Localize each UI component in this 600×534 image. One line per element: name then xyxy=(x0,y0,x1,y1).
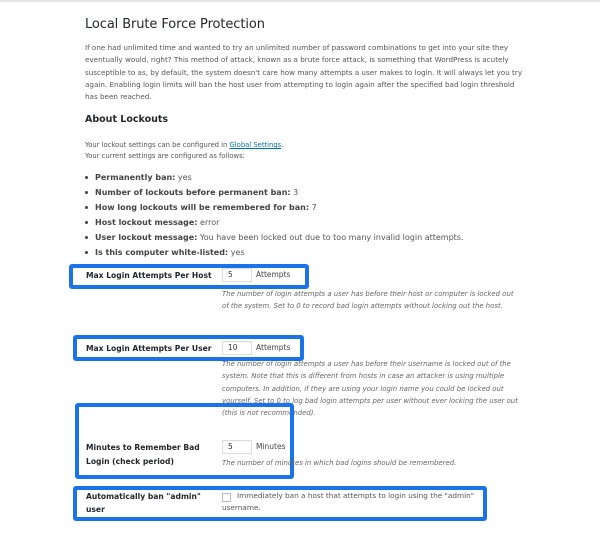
check-period-unit: Minutes xyxy=(256,442,286,451)
lockout-note-prefix: Your lockout settings can be configured in xyxy=(85,141,230,149)
check-period-description: The number of minutes in which bad logins should be remembered. xyxy=(222,459,457,467)
list-item xyxy=(85,230,464,245)
bullet-icon xyxy=(85,176,88,179)
max-host-label: Max Login Attempts Per Host xyxy=(86,271,212,280)
top-border xyxy=(0,0,600,2)
bullet-icon xyxy=(85,221,88,224)
lockout-note-line2: Your current settings are configured as follows: xyxy=(85,152,245,160)
about-lockouts-heading: About Lockouts xyxy=(85,114,169,125)
max-user-label: Max Login Attempts Per User xyxy=(86,344,212,353)
current-settings-list xyxy=(85,170,464,260)
max-host-input[interactable]: 5 xyxy=(222,268,252,282)
setting-value: error xyxy=(200,218,220,227)
max-user-input[interactable]: 10 xyxy=(222,341,252,355)
global-settings-link[interactable]: Global Settings xyxy=(229,141,282,149)
check-period-input[interactable]: 5 xyxy=(222,440,252,454)
setting-value: yes xyxy=(230,248,245,257)
page-title: Local Brute Force Protection xyxy=(85,17,265,32)
list-item xyxy=(85,200,464,215)
list-item xyxy=(85,245,464,260)
setting-key: How long lockouts will be remembered for ban: xyxy=(95,203,310,212)
bullet-icon xyxy=(85,191,88,194)
check-period-label: Minutes to Remember Bad Login (check period) xyxy=(86,443,200,466)
lockout-note xyxy=(85,140,283,162)
list-item xyxy=(85,185,464,200)
max-user-description: The number of login attempts a user has before their username is locked out of the system. Note that this is different from hosts in case an attacker is using multiple computers. In addition, if they are using your login name you could be locked out yourself. Set to 0 to log bad login attempts per user without ever locking the user out (this is not recommended). xyxy=(222,360,518,418)
setting-value: 3 xyxy=(293,188,299,197)
setting-value: 7 xyxy=(311,203,317,212)
max-user-unit: Attempts xyxy=(256,343,291,352)
setting-key: Permanently ban: xyxy=(95,173,176,182)
bullet-icon xyxy=(85,236,88,239)
setting-value: yes xyxy=(177,173,192,182)
intro-paragraph: If one had unlimited time and wanted to try an unlimited number of password combinations to get into your site they eventually would, right? This method of attack, known as a brute force attack, is something that WordPress is acutely susceptible to as, by default, the system doesn't care how many attempts a user makes to login. It will always let you try again. Enabling login limits will ban the host user from attempting to login again after the specified bad login threshold has been reached. xyxy=(85,43,523,102)
setting-key: Is this computer white-listed: xyxy=(95,248,229,257)
setting-key: Number of lockouts before permanent ban: xyxy=(95,188,291,197)
setting-key: Host lockout message: xyxy=(95,218,198,227)
bullet-icon xyxy=(85,251,88,254)
list-item xyxy=(85,170,464,185)
setting-key: User lockout message: xyxy=(95,233,198,242)
ban-admin-description: Immediately ban a host that attempts to login using the "admin" username. xyxy=(222,491,475,513)
max-host-description: The number of login attempts a user has before their host or computer is locked out of the system. Set to 0 to record bad login attempts without locking out the host. xyxy=(222,290,514,311)
ban-admin-label: Automatically ban "admin" user xyxy=(86,492,201,514)
list-item xyxy=(85,215,464,230)
setting-value: You have been locked out due to too many invalid login attempts. xyxy=(199,233,464,242)
lockout-note-suffix: . xyxy=(281,141,284,149)
max-host-unit: Attempts xyxy=(256,270,291,279)
bullet-icon xyxy=(85,206,88,209)
